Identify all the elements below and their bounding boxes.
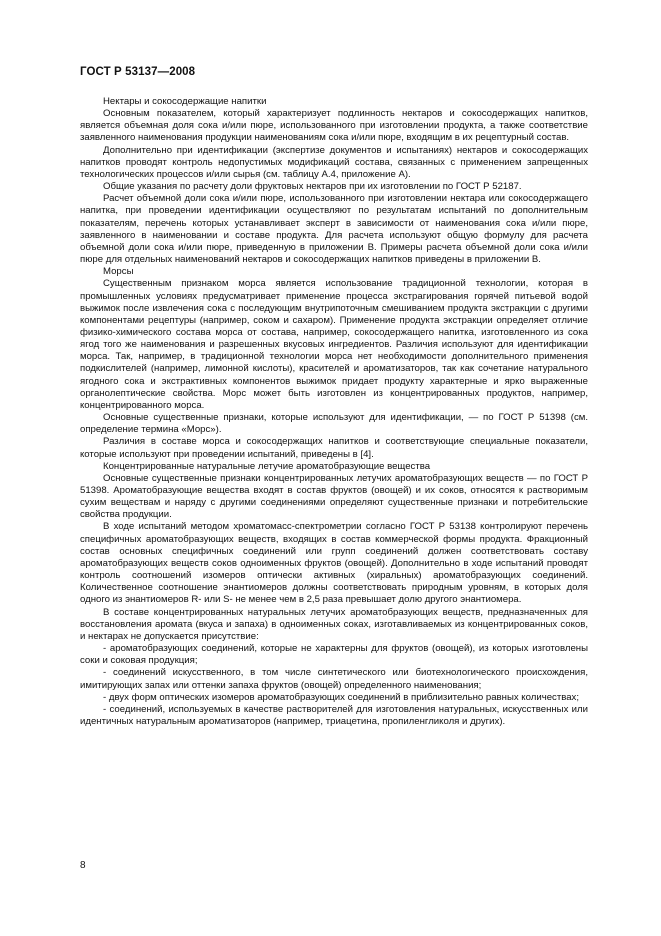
paragraph: Дополнительно при идентификации (экспертизе документов и испытаниях) нектаров и сокосодержащих напитков проводят контроль недопустимых модификаций состава, связанных с применением запрещенных технологических процессов и/или сырья (см. таблицу А.4, приложение А).: [80, 144, 588, 180]
paragraph: Основные существенные признаки концентрированных летучих ароматобразующих веществ — по ГОСТ Р 51398. Ароматобразующие вещества входят в состав фруктов (овощей) и их соков, относятся к растворимым сухим веществам и наряду с другими соединениями определяют существенные признаки и потребительские свойства продукции.: [80, 472, 588, 521]
document-body: [80, 96, 588, 728]
section-heading-mors: Морсы: [103, 266, 134, 278]
paragraph: Существенным признаком морса является использование традиционной технологии, которая в промышленных условиях предусматривает применение процесса экстрагирования горячей питьевой водой выжимок после извлечения сока с последующим внутрипоточным смешиванием продукта экстракции с другими компонентами рецептуры (например, соком и сахаром). Применение продукта экстракции определяет отличие физико-химического состава морса от состава, например, сокосодержащего напитка, изготовленного из сока ягод того же наименования и разрешенных вкусовых ингредиентов. Различия используют для идентификации морса. Так, например, в традиционной технологии морса нет необходимости дополнительного применения подкислителей (например, лимонной кислоты), красителей и ароматизаторов, так как сочетание натурального ягодного сока и экстрактивных компонентов выжимок придает продукту характерные и ярко выраженные органолептические свойства. Морс может быть изготовлен из концентрированных продуктов, например, концентрированного морса.: [80, 278, 588, 411]
paragraph: В составе концентрированных натуральных летучих ароматобразующих веществ, предназначенных для восстановления аромата (вкуса и запаха) в одноименных соках, изготавливаемых из концентрированных соков, и нектарах не допускается присутствие:: [80, 606, 588, 642]
paragraph: В ходе испытаний методом хроматомасс-спектрометрии согласно ГОСТ Р 53138 контролируют перечень специфичных ароматобразующих веществ, входящих в состав коммерческой формы продукта. Фракционный состав основных специфичных соединений или групп соединений должен соответствовать составу ароматобразующих веществ соков одноименных фруктов (овощей). Дополнительно в ходе испытаний проводят контроль соотношений изомеров оптически активных (хиральных) ароматобразующих соединений. Количественное соотношение энантиомеров должны соответствовать природным уровням, в которых доля одного из энантиомеров R- или S- не менее чем в 2,5 раза превышает долю другого энантиомера.: [80, 521, 588, 606]
page-number: 8: [80, 860, 86, 871]
list-item: - двух форм оптических изомеров ароматобразующих соединений в приблизительно равных количествах;: [103, 691, 580, 703]
list-item: - соединений искусственного, в том числе синтетического или биотехнологического происхождения, имитирующих запах или оттенки запаха фруктов (овощей) определенного наименования;: [80, 667, 588, 691]
paragraph: Общие указания по расчету доли фруктовых нектаров при их изготовлении по ГОСТ Р 52187.: [103, 181, 522, 193]
document-header: ГОСТ Р 53137—2008: [80, 66, 196, 78]
list-item: - соединений, используемых в качестве растворителей для изготовления натуральных, искусственных или идентичных натуральным ароматизаторов (например, триацетина, пропиленгликоля и других).: [80, 703, 588, 727]
list-item: - ароматобразующих соединений, которые не характерны для фруктов (овощей), из которых изготовлены соки и соковая продукция;: [80, 643, 588, 667]
section-heading-nectars: Нектары и сокосодержащие напитки: [103, 96, 267, 107]
paragraph: Расчет объемной доли сока и/или пюре, использованного при изготовлении нектара или сокосодержащего напитка, при проведении идентификации осуществляют по результатам испытаний по дополнительным показателям, перечень которых устанавливает эксперт в зависимости от наименования сока и/или пюре, заявленного в наименовании и составе продукта. Для расчета используют общую формулу для расчета объемной доли сока и/или пюре, приведенную в приложении В. Примеры расчета объемной доли сока и/или пюре для отдельных наименований нектаров и сокосодержащих напитков приведены в приложении В.: [80, 193, 588, 266]
section-heading-aroma: Концентрированные натуральные летучие ароматобразующие вещества: [103, 460, 431, 472]
paragraph: Основные существенные признаки, которые используют для идентификации, — по ГОСТ Р 51398 (см. определение термина «Морс»).: [80, 412, 588, 436]
paragraph: Основным показателем, который характеризует подлинность нектаров и сокосодержащих напитков, является объемная доля сока и/или пюре, использованного при изготовлении продукта, а также соответствие заявленного наименования продукции наименованиям сока и/или пюре, входящим в их рецептурный состав.: [80, 108, 588, 144]
paragraph: Различия в составе морса и сокосодержащих напитков и соответствующие специальные показатели, которые используют при проведении испытаний, приведены в [4].: [80, 436, 588, 460]
